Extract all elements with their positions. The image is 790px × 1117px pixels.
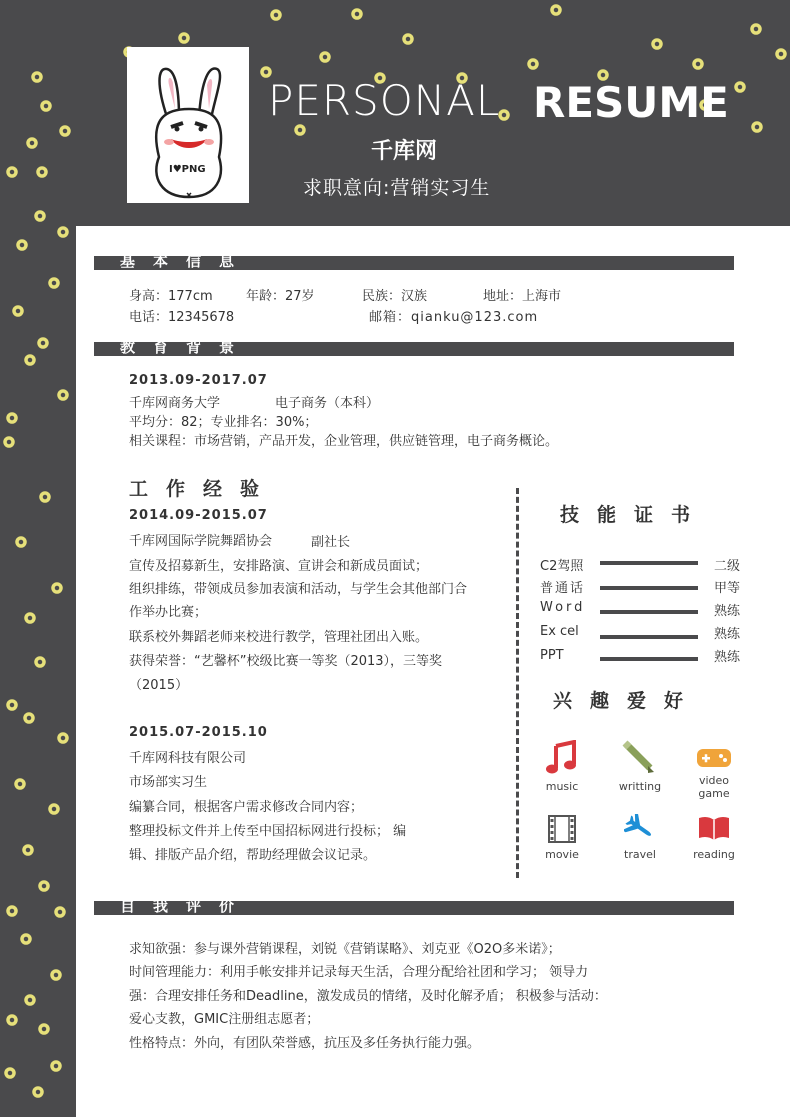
basic-phone: 电话：12345678 [129,310,235,325]
job2-role: 市场部实习生 [129,775,208,790]
pencil-icon [622,740,658,776]
section-bar-self-eval [94,897,734,915]
skill-level: 甲等 [714,581,741,596]
hobby-video-game [679,746,749,800]
skill-level: 熟练 [714,650,741,665]
hobby-label: video game [698,774,730,800]
education-major: 电子商务（本科） [275,396,380,411]
education-date: 2013.09-2017.07 [129,373,268,388]
candidate-name: 千库网 [371,139,438,164]
skill-name: 普通话 [540,581,586,596]
skill-name: Word [540,600,586,615]
title-personal: PERSONAL [268,76,501,125]
section-bar-basic [94,252,734,270]
job1-line: （2015） [129,678,189,693]
profile-photo [127,47,249,203]
gamepad-icon [696,746,732,770]
education-courses: 相关课程：市场营销，产品开发，企业管理，供应链管理，电子商务概论。 [129,434,559,449]
hobby-label: reading [693,848,735,861]
basic-height: 身高：177cm [129,289,213,304]
job-intent: 求职意向:营销实习生 [303,177,491,199]
resume-paper [76,226,790,1117]
job1-line: 作举办比赛； [129,605,208,620]
job1-line: 联系校外舞蹈老师来校进行教学，管理社团出入账。 [129,630,429,645]
job2-line: 辑、排版产品介绍，帮助经理做会议记录。 [129,848,377,863]
skill-bar [600,635,698,639]
hobby-label: travel [624,848,656,861]
book-icon [697,814,731,844]
skill-name: Ex cel [540,624,579,639]
section-title-basic: 基本信息 [120,252,253,270]
skill-bar [600,561,698,565]
hobby-travel [605,814,675,861]
basic-age: 年龄：27岁 [246,289,315,304]
section-title-hobbies: 兴趣爱好 [553,690,702,712]
job1-line: 组织排练，带领成员参加表演和活动，与学生会其他部门合 [129,582,468,597]
self-eval-line: 性格特点：外向，有团队荣誉感，抗压及多任务执行能力强。 [129,1036,481,1051]
skill-name: C2驾照 [540,559,584,574]
skill-level: 二级 [714,559,741,574]
job1-org: 千库网国际学院舞蹈协会 [129,534,273,549]
education-gpa: 平均分：82；专业排名：30%； [129,415,318,430]
music-note-icon [544,740,580,776]
self-eval-line: 强：合理安排任务和Deadline，激发成员的情绪，及时化解矛盾； 积极参与活动： [129,989,607,1004]
basic-email: 邮箱：qianku@123.com [369,310,539,325]
job1-date: 2014.09-2015.07 [129,508,268,523]
section-title-self-eval: 自我评价 [120,897,253,915]
film-icon [547,814,577,844]
job1-line: 宣传及招募新生，安排路演、宣讲会和新成员面试； [129,559,429,574]
skill-level: 熟练 [714,604,741,619]
hobby-label: music [545,780,579,793]
section-title-work: 工作经验 [129,478,278,500]
column-divider [516,488,519,878]
hobby-label: writting [618,780,662,793]
skill-bar [600,610,698,614]
airplane-icon [624,814,656,844]
hobby-reading [679,814,749,861]
hobby-movie [527,814,597,861]
self-eval-line: 时间管理能力：利用手帐安排并记录每天生活，合理分配给社团和学习； 领导力 [129,965,589,980]
job2-date: 2015.07-2015.10 [129,725,268,740]
hobby-music [527,740,597,793]
job2-line: 整理投标文件并上传至中国招标网进行投标； 编 [129,824,407,839]
job1-line: 获得荣誉：“艺馨杯”校级比赛一等奖（2013），三等奖 [129,654,443,669]
photo-badge-text: I♥PNG [169,164,206,175]
self-eval-line: 求知欲强：参与课外营销课程，刘锐《营销谋略》、刘克亚《O2O多米诺》； [129,942,561,957]
self-eval-line: 爱心支教，GMIC注册组志愿者； [129,1012,320,1027]
section-title-education: 教育背景 [120,338,253,356]
hobby-label: movie [545,848,579,861]
title-resume: RESUME [533,78,729,127]
job2-org: 千库网科技有限公司 [129,751,247,766]
education-school: 千库网商务大学 [129,396,221,411]
section-title-skills: 技能证书 [560,504,709,526]
job2-line: 编纂合同，根据客户需求修改合同内容； [129,800,364,815]
basic-address: 地址：上海市 [483,289,562,304]
job1-role: 副社长 [311,535,351,550]
skill-bar [600,657,698,661]
skill-name: PPT [540,648,564,663]
hobby-writting [605,740,675,793]
basic-ethnicity: 民族：汉族 [362,289,428,304]
section-bar-education [94,338,734,356]
bunny-avatar-icon [127,47,249,203]
skill-level: 熟练 [714,627,741,642]
skill-bar [600,586,698,590]
